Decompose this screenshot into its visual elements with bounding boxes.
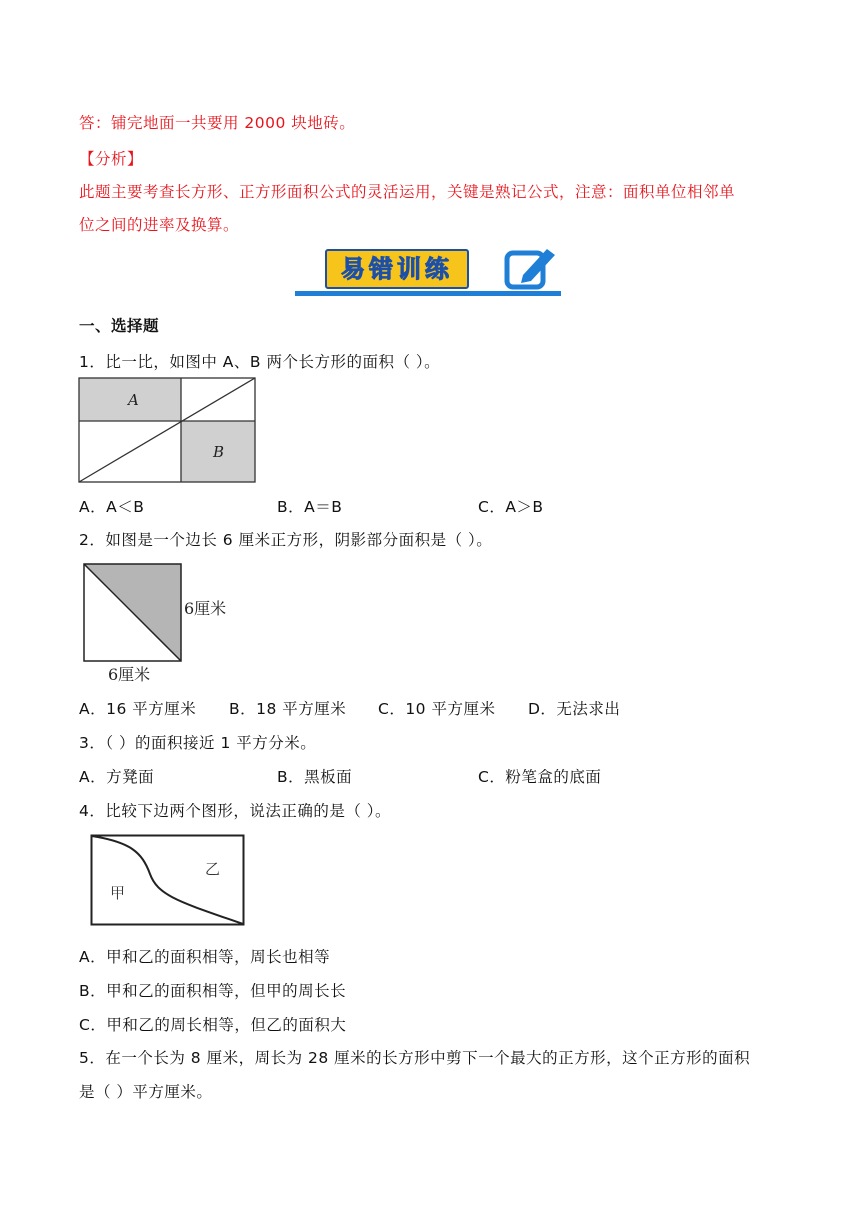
edit-pencil-icon — [503, 243, 559, 293]
q2-option-c[interactable]: C．10 平方厘米 — [378, 700, 496, 718]
label-jia: 甲 — [110, 884, 126, 902]
analysis-text-line2: 位之间的进率及换算。 — [79, 216, 240, 234]
question-2-text: 2．如图是一个边长 6 厘米正方形，阴影部分面积是（ ）。 — [79, 531, 493, 549]
question-4-text: 4．比较下边两个图形，说法正确的是（ ）。 — [79, 802, 392, 820]
answer-line: 答：铺完地面一共要用 2000 块地砖。 — [79, 114, 356, 132]
question-4-figure — [90, 834, 246, 928]
analysis-heading: 【分析】 — [79, 150, 144, 168]
q1-option-a[interactable]: A．A＜B — [79, 498, 145, 516]
q4-option-c[interactable]: C．甲和乙的周长相等，但乙的面积大 — [79, 1016, 347, 1034]
side-label-bottom: 6厘米 — [108, 665, 151, 684]
error-training-banner — [295, 243, 565, 301]
label-a: A — [128, 391, 139, 409]
q2-option-b[interactable]: B．18 平方厘米 — [229, 700, 347, 718]
section-title: 一、选择题 — [79, 317, 160, 335]
question-3-text: 3．（ ）的面积接近 1 平方分米。 — [79, 734, 317, 752]
question-2-figure — [78, 560, 238, 690]
banner-label-box — [325, 249, 469, 289]
question-5-text-line2: 是（ ）平方厘米。 — [79, 1083, 213, 1101]
q2-option-d[interactable]: D．无法求出 — [528, 700, 621, 718]
dividing-curve — [92, 836, 243, 924]
question-1-text: 1．比一比，如图中 A、B 两个长方形的面积（ ）。 — [79, 353, 441, 371]
q4-option-b[interactable]: B．甲和乙的面积相等，但甲的周长长 — [79, 982, 347, 1000]
q2-option-a[interactable]: A．16 平方厘米 — [79, 700, 197, 718]
banner-text: 易错训练 — [341, 255, 453, 283]
side-label-right: 6厘米 — [184, 599, 227, 618]
q1-option-b[interactable]: B．A＝B — [277, 498, 343, 516]
question-1-figure — [78, 377, 256, 483]
label-b: B — [213, 443, 225, 461]
question-5-text-line1: 5．在一个长为 8 厘米，周长为 28 厘米的长方形中剪下一个最大的正方形，这个正方形的面积 — [79, 1049, 751, 1067]
label-yi: 乙 — [205, 860, 221, 878]
analysis-text-line1: 此题主要考查长方形、正方形面积公式的灵活运用，关键是熟记公式，注意：面积单位相邻单 — [79, 183, 736, 201]
q3-option-a[interactable]: A．方凳面 — [79, 768, 155, 786]
q1-option-c[interactable]: C．A＞B — [478, 498, 544, 516]
q3-option-c[interactable]: C．粉笔盒的底面 — [478, 768, 602, 786]
q3-option-b[interactable]: B．黑板面 — [277, 768, 353, 786]
q4-option-a[interactable]: A．甲和乙的面积相等，周长也相等 — [79, 948, 331, 966]
